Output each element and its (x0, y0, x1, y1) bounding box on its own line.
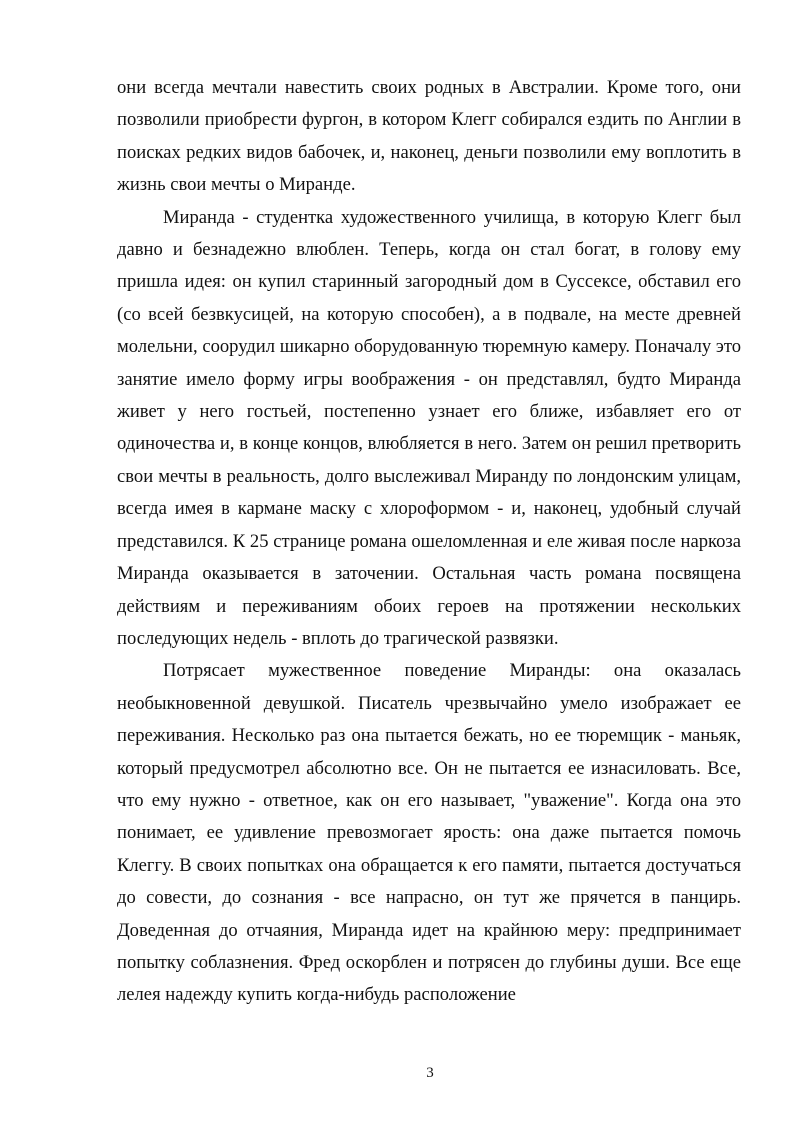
paragraph-3: Потрясает мужественное поведение Миранды: она оказалась необыкновенной девушкой. Писатель чрезвычайно умело изображает ее переживания. Несколько раз она пытается бежать, но ее тюремщик - маньяк, который предусмотрел абсолютно все. Он не пытается ее изнасиловать. Все, что ему нужно - ответное, как он его называет, "уважение". Когда она это понимает, ее удивление превозмогает ярость: она даже пытается помочь Клеггу. В своих попытках она обращается к его памяти, пытается достучаться до совести, до сознания - все напрасно, он тут же прячется в панцирь. Доведенная до отчаяния, Миранда идет на крайнюю меру: предпринимает попытку соблазнения. Фред оскорблен и потрясен до глубины души. Все еще лелея надежду купить когда-нибудь расположение (117, 660, 741, 1006)
page-number: 3 (426, 1065, 434, 1081)
paragraph-1: они всегда мечтали навестить своих родных в Австралии. Кроме того, они позволили приобрести фургон, в котором Клегг собирался ездить по Англии в поисках редких видов бабочек, и, наконец, деньги позволили ему воплотить в жизнь свои мечты о Миранде. (117, 77, 741, 196)
paragraph-2: Миранда - студентка художественного училища, в которую Клегг был давно и безнадежно влюблен. Теперь, когда он стал богат, в голову ему пришла идея: он купил старинный загородный дом в Суссексе, обставил его (со всей безвкусицей, на которую способен), а в подвале, на месте древней молельни, соорудил шикарно оборудованную тюремную камеру. Поначалу это занятие имело форму игры воображения - он представлял, будто Миранда живет у него гостьей, постепенно узнает его ближе, избавляет его от одиночества и, в конце концов, влюбляется в него. Затем он решил претворить свои мечты в реальность, долго выслеживал Миранду по лондонским улицам, всегда имея в кармане маску с хлороформом - и, наконец, удобный случай представился. К 25 странице романа ошеломленная и еле живая после наркоза Миранда оказывается в заточении. Остальная часть романа посвящена действиям и переживаниям обоих героев на протяжении нескольких последующих недель - вплоть до трагической развязки. (117, 206, 741, 649)
body-text (117, 72, 741, 1012)
